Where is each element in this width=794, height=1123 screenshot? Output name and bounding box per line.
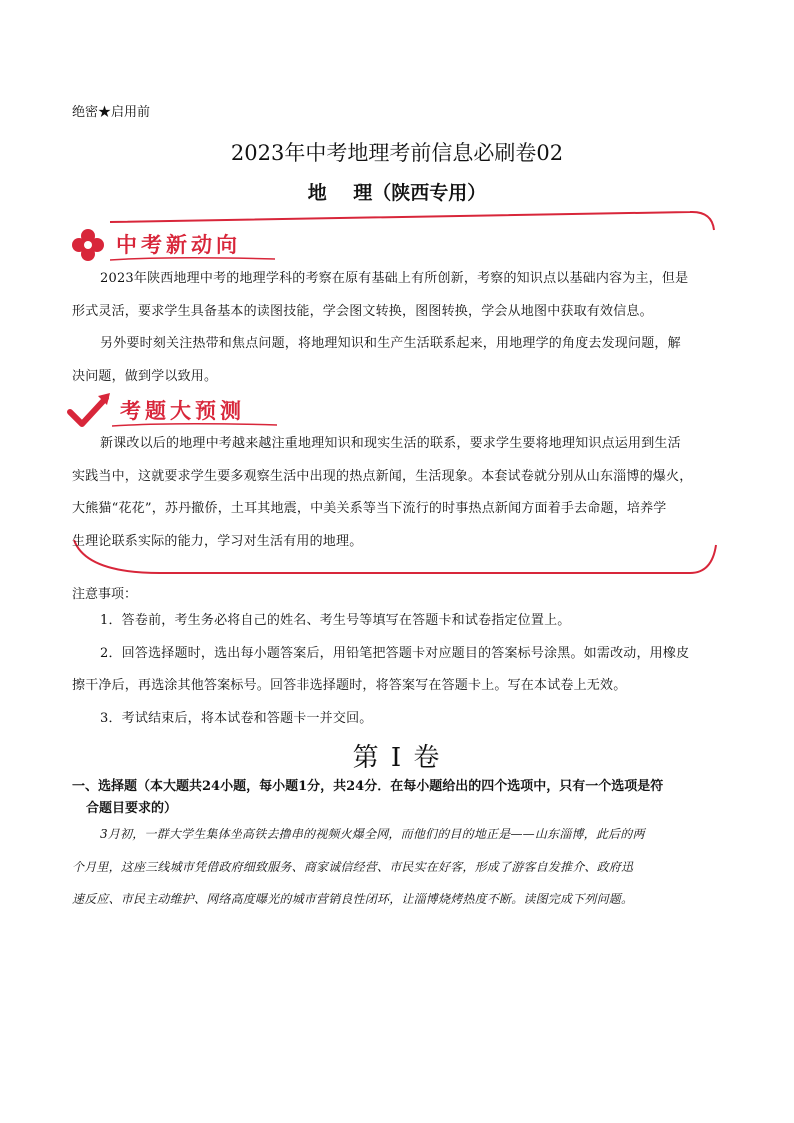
page-title: 2023年中考地理考前信息必刷卷02 — [230, 141, 564, 165]
trends-paragraph: 形式灵活，要求学生具备基本的读图技能，学会图文转换，图图转换，学会从地图中获取有效信息。 — [72, 303, 653, 319]
question-passage — [72, 818, 732, 916]
passage-line: 个月里，这座三线城市凭借政府细致服务、商家诚信经营、市民实在好客，形成了游客自发推介、政府迅 — [72, 859, 634, 874]
forecast-paragraph: 大熊猫“花花”，苏丹撤侨，土耳其地震，中美关系等当下流行的时事热点新闻方面着手去命题，培养学 — [72, 501, 667, 516]
passage-line: 速反应、市民主动维护、网络高度曝光的城市营销良性闭环，让淄博烧烤热度不断。读图完成下列问题。 — [72, 892, 634, 906]
section-one-line: 一、选择题（本大题共24小题，每小题1分，共24分．在每小题给出的四个选项中，只有一个选项是符 — [72, 779, 664, 794]
trends-body — [72, 263, 732, 393]
clover-icon — [70, 227, 106, 263]
passage-line: 3月初，一群大学生集体坐高铁去撸串的视频火爆全网，而他们的目的地正是——山东淄博，此后的两 — [100, 827, 645, 841]
secret-mark: 绝密★启用前 — [72, 105, 151, 120]
page-subtitle: 地 理（陕西专用） — [307, 182, 487, 204]
trends-heading: 中考新动向 — [116, 233, 241, 257]
volume-title: 第 I 卷 — [352, 743, 442, 773]
notice-item: 1．答卷前，考生务必将自己的姓名、考生号等填写在答题卡和试卷指定位置上。 — [100, 613, 571, 628]
forecast-paragraph: 生理论联系实际的能力，学习对生活有用的地理。 — [72, 533, 363, 549]
forecast-body — [72, 428, 732, 558]
notice-list — [72, 605, 732, 735]
notice-heading: 注意事项： — [72, 587, 138, 602]
notice-item: 2．回答选择题时，选出每小题答案后，用铅笔把答题卡对应题目的答案标号涂黑。如需改动，用橡皮 — [100, 645, 690, 661]
frame-top-arc — [110, 212, 714, 230]
forecast-paragraph: 新课改以后的地理中考越来越注重地理知识和现实生活的联系，要求学生要将地理知识点运用到生活 — [100, 436, 681, 451]
section-one-line: 合题目要求的） — [86, 801, 178, 816]
trends-paragraph: 决问题，做到学以致用。 — [72, 368, 218, 384]
notice-item: 3．考试结束后，将本试卷和答题卡一并交回。 — [100, 710, 373, 726]
trends-paragraph: 另外要时刻关注热带和焦点问题，将地理知识和生产生活联系起来，用地理学的角度去发现问题，解 — [100, 336, 681, 351]
checkmark-arrow-icon — [66, 390, 114, 430]
notice-item: 擦干净后，再选涂其他答案标号。回答非选择题时，将答案写在答题卡上。写在本试卷上无效。 — [72, 678, 627, 693]
forecast-paragraph: 实践当中，这就要求学生要多观察生活中出现的热点新闻，生活现象。本套试卷就分别从山东淄博的爆火， — [72, 468, 693, 484]
section-one-heading — [72, 776, 732, 820]
trends-paragraph: 2023年陕西地理中考的地理学科的考察在原有基础上有所创新，考察的知识点以基础内容为主，但是 — [100, 271, 689, 286]
forecast-heading: 考题大预测 — [120, 399, 245, 423]
